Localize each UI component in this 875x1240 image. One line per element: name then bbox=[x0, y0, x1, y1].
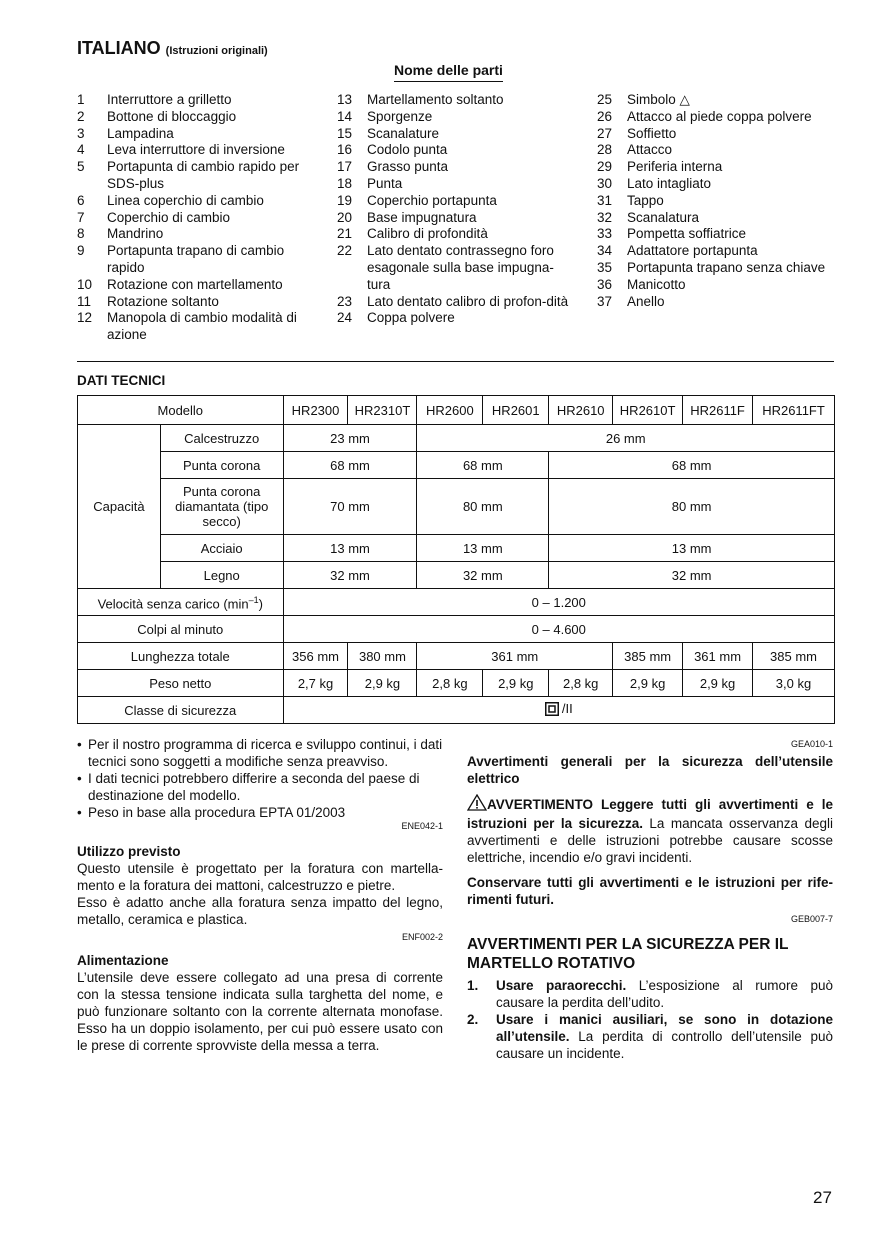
warning-paragraph: AVVERTIMENTO Leggere tutti gli avvertimenti e le istruzioni per la sicurezza. La mancata osservanza degli avvertimenti e delle istruzioni potrebbe causare scosse elettriche, incendio e/o gravi incidenti. bbox=[467, 794, 833, 866]
row-label: Velocità senza carico $(\min^{-1})$ bbox=[78, 589, 284, 616]
part-name: Attacco al piede coppa polvere bbox=[627, 108, 812, 124]
safety-list bbox=[467, 977, 833, 1062]
value-cell: /II bbox=[283, 697, 834, 724]
value-cell: 2,9 kg bbox=[613, 670, 683, 697]
part-item bbox=[77, 277, 317, 294]
part-name: Lato intagliato bbox=[627, 175, 712, 191]
part-number: 26 bbox=[597, 108, 613, 124]
part-name: Manicotto bbox=[627, 276, 686, 292]
part-name: Soffietto bbox=[627, 125, 677, 141]
punta-corona-row bbox=[78, 452, 835, 479]
page-number: 27 bbox=[813, 1188, 832, 1207]
part-name: Coppa polvere bbox=[367, 310, 455, 326]
part-number: 23 bbox=[337, 293, 353, 309]
value-cell: 2,9 kg bbox=[683, 670, 753, 697]
model-cell: HR2611FT bbox=[753, 396, 835, 425]
value-cell: 13 mm bbox=[283, 535, 417, 562]
part-item bbox=[337, 159, 577, 176]
alimentazione-paragraph: L’utensile deve essere collegato ad una presa di corrente con la stessa tensione indicata sulla targhetta del nome, e può funzionare soltanto con la corrente alternata monofase. Esso ha un doppio isolamento, per cui può essere usato con le prese di corrente sprovviste della messa a terra. bbox=[77, 970, 443, 1053]
reference-code: GEA010-1 bbox=[790, 739, 833, 749]
part-item bbox=[337, 126, 577, 143]
legno-row bbox=[78, 562, 835, 589]
acciaio-row bbox=[78, 535, 835, 562]
reference-code: ENE042-1 bbox=[401, 821, 443, 831]
value-cell: 13 mm bbox=[417, 535, 549, 562]
part-item bbox=[597, 260, 837, 277]
general-warnings-title: Avvertimenti generali per la sicurezza dell’utensile elettrico bbox=[467, 754, 833, 786]
part-item bbox=[77, 310, 317, 344]
part-item bbox=[337, 294, 577, 311]
part-item bbox=[597, 294, 837, 311]
model-cell: HR2310T bbox=[348, 396, 417, 425]
row-label: Punta corona diamantata (tipo secco) bbox=[160, 479, 283, 535]
part-number: 11 bbox=[77, 293, 92, 309]
value-cell: 2,9 kg bbox=[348, 670, 417, 697]
part-item bbox=[337, 176, 577, 193]
part-item bbox=[77, 193, 317, 210]
part-number: 37 bbox=[597, 293, 613, 309]
part-name: Rotazione soltanto bbox=[107, 293, 219, 309]
part-number: 10 bbox=[77, 276, 93, 292]
value-cell: 32 mm bbox=[283, 562, 417, 589]
part-number: 7 bbox=[77, 209, 85, 225]
safety-item: 2. Usare i manici ausiliari, se sono in dotazione all’utensile. La perdita di controllo dell’utensile può causare un incidente. bbox=[467, 1012, 833, 1061]
value-cell: 32 mm bbox=[417, 562, 549, 589]
part-name: Lampadina bbox=[107, 125, 174, 141]
part-name: Martellamento soltanto bbox=[367, 92, 504, 107]
safety-column bbox=[467, 736, 833, 1062]
part-item bbox=[77, 142, 317, 159]
value-cell: 70 mm bbox=[283, 479, 417, 535]
part-number: 21 bbox=[337, 226, 353, 242]
part-number: 15 bbox=[337, 125, 353, 141]
row-label: Classe di sicurezza bbox=[78, 697, 284, 724]
part-number: 14 bbox=[337, 108, 353, 124]
peso-row bbox=[78, 670, 835, 697]
part-name: Bottone di bloccaggio bbox=[107, 108, 237, 124]
specs-table bbox=[77, 395, 835, 724]
part-number: 5 bbox=[77, 159, 85, 175]
part-number: 32 bbox=[597, 209, 613, 225]
part-number: 24 bbox=[337, 310, 353, 326]
part-name: Coperchio portapunta bbox=[367, 192, 497, 208]
part-number: 19 bbox=[337, 192, 353, 208]
value-cell: 385 mm bbox=[753, 643, 835, 670]
part-item bbox=[337, 226, 577, 243]
safety-item: 1. Usare paraorecchi. L’esposizione al rumore può causare la perdita dell’udito. bbox=[467, 978, 833, 1010]
velocita-row bbox=[78, 589, 835, 616]
note-item: • Per il nostro programma di ricerca e sviluppo continui, i dati tecnici sono soggetti a modifiche senza preavviso. bbox=[77, 736, 443, 770]
value-cell: 0 – 4.600 bbox=[283, 616, 834, 643]
model-cell: HR2600 bbox=[417, 396, 483, 425]
row-label: Punta corona bbox=[160, 452, 283, 479]
row-label: Acciaio bbox=[160, 535, 283, 562]
part-item bbox=[597, 176, 837, 193]
part-name: Codolo punta bbox=[367, 142, 448, 158]
specs-title: DATI TECNICI bbox=[77, 373, 166, 388]
uso-title: Utilizzo previsto bbox=[77, 844, 181, 859]
row-label: Colpi al minuto bbox=[78, 616, 284, 643]
part-number: 2 bbox=[77, 108, 85, 124]
part-number: 31 bbox=[597, 192, 613, 208]
model-label: Modello bbox=[78, 396, 284, 425]
value-cell: 68 mm bbox=[549, 452, 835, 479]
part-name: Lato dentato contrassegno foro esagonale sulla base impugna-tura bbox=[367, 243, 554, 292]
reference-code: ENF002-2 bbox=[401, 932, 443, 942]
part-number: 35 bbox=[597, 259, 613, 275]
calcestruzzo-row bbox=[78, 425, 835, 452]
model-row bbox=[78, 396, 835, 425]
part-name: Portapunta trapano di cambio rapido bbox=[107, 243, 285, 275]
value-cell: 13 mm bbox=[549, 535, 835, 562]
value-cell: 80 mm bbox=[417, 479, 549, 535]
part-item bbox=[337, 142, 577, 159]
keep-warnings-note: Conservare tutti gli avvertimenti e le istruzioni per rife-rimenti futuri. bbox=[467, 875, 833, 907]
part-item bbox=[597, 210, 837, 227]
part-item bbox=[77, 159, 317, 193]
double-insulation-icon bbox=[545, 702, 559, 719]
spec-notes bbox=[77, 736, 443, 821]
part-number: 28 bbox=[597, 142, 613, 158]
part-name: Portapunta trapano senza chiave bbox=[627, 259, 826, 275]
part-name: Simbolo △ bbox=[627, 92, 690, 107]
part-number: 17 bbox=[337, 159, 353, 175]
part-number: 27 bbox=[597, 125, 613, 141]
classe-row bbox=[78, 697, 835, 724]
part-item bbox=[337, 243, 577, 293]
part-item bbox=[77, 109, 317, 126]
part-item bbox=[337, 109, 577, 126]
uso-paragraph: Questo utensile è progettato per la foratura con martella-mento e la foratura dei mattoni, calcestruzzo e pietre. bbox=[77, 861, 443, 893]
value-cell: 356 mm bbox=[283, 643, 348, 670]
part-name: Coperchio di cambio bbox=[107, 209, 231, 225]
part-number: 25 bbox=[597, 92, 613, 107]
part-item bbox=[77, 226, 317, 243]
model-cell: HR2300 bbox=[283, 396, 348, 425]
part-number: 13 bbox=[337, 92, 353, 107]
value-cell: 361 mm bbox=[417, 643, 613, 670]
row-label: Legno bbox=[160, 562, 283, 589]
part-name: Calibro di profondità bbox=[367, 226, 488, 242]
model-cell: HR2610 bbox=[549, 396, 613, 425]
part-name: Periferia interna bbox=[627, 159, 723, 175]
part-number: 36 bbox=[597, 276, 613, 292]
part-number: 6 bbox=[77, 192, 85, 208]
part-name: Scanalatura bbox=[627, 209, 700, 225]
rotary-hammer-safety-title: AVVERTIMENTI PER LA SICUREZZA PER IL MARTELLO ROTATIVO bbox=[467, 936, 789, 972]
value-cell: 68 mm bbox=[417, 452, 549, 479]
value-cell: 385 mm bbox=[613, 643, 683, 670]
part-name: Grasso punta bbox=[367, 159, 449, 175]
part-item bbox=[337, 210, 577, 227]
part-item bbox=[597, 126, 837, 143]
value-cell: 26 mm bbox=[417, 425, 835, 452]
note-item: • Peso in base alla procedura EPTA 01/2003 bbox=[77, 804, 443, 821]
part-item bbox=[77, 126, 317, 143]
part-name: Rotazione con martellamento bbox=[107, 276, 283, 292]
notes-column bbox=[77, 736, 443, 1054]
value-cell: 380 mm bbox=[348, 643, 417, 670]
note-item: • I dati tecnici potrebbero differire a seconda del paese di destinazione del modello. bbox=[77, 770, 443, 804]
part-name: Sporgenze bbox=[367, 108, 433, 124]
part-number: 33 bbox=[597, 226, 613, 242]
part-number: 34 bbox=[597, 243, 613, 259]
lunghezza-row bbox=[78, 643, 835, 670]
parts-column-1 bbox=[77, 92, 317, 344]
capacity-label: Capacità bbox=[78, 425, 161, 589]
language-heading: ITALIANO (Istruzioni originali) bbox=[77, 38, 268, 58]
part-name: Interruttore a grilletto bbox=[107, 92, 232, 107]
model-cell: HR2610T bbox=[613, 396, 683, 425]
part-name: Base impugnatura bbox=[367, 209, 477, 225]
uso-paragraph: Esso è adatto anche alla foratura senza impatto del legno, metallo, ceramica e plastica. bbox=[77, 895, 443, 927]
model-cell: HR2611F bbox=[683, 396, 753, 425]
row-label: Calcestruzzo bbox=[160, 425, 283, 452]
alimentazione-title: Alimentazione bbox=[77, 953, 169, 968]
part-number: 9 bbox=[77, 243, 85, 259]
part-number: 22 bbox=[337, 243, 353, 259]
value-cell: 0 – 1.200 bbox=[283, 589, 834, 616]
value-cell: 361 mm bbox=[683, 643, 753, 670]
part-item bbox=[597, 142, 837, 159]
part-item bbox=[337, 92, 577, 109]
part-item bbox=[337, 193, 577, 210]
parts-title: Nome delle parti bbox=[394, 62, 503, 82]
part-item bbox=[597, 109, 837, 126]
part-item bbox=[337, 310, 577, 327]
part-number: 3 bbox=[77, 125, 85, 141]
part-name: Punta bbox=[367, 175, 403, 191]
part-item bbox=[77, 294, 317, 311]
value-cell: 80 mm bbox=[549, 479, 835, 535]
parts-column-2 bbox=[337, 92, 577, 327]
part-number: 30 bbox=[597, 175, 613, 191]
value-cell: 23 mm bbox=[283, 425, 417, 452]
row-label: Lunghezza totale bbox=[78, 643, 284, 670]
part-name: Portapunta di cambio rapido per SDS-plus bbox=[107, 159, 300, 191]
part-name: Lato dentato calibro di profon-dità bbox=[367, 293, 569, 309]
reference-code: GEB007-7 bbox=[790, 914, 833, 924]
language-subtitle: (Istruzioni originali) bbox=[165, 45, 268, 57]
part-item bbox=[597, 193, 837, 210]
part-item bbox=[77, 92, 317, 109]
part-number: 1 bbox=[77, 92, 85, 107]
part-name: Leva interruttore di inversione bbox=[107, 142, 285, 158]
part-name: Scanalature bbox=[367, 125, 440, 141]
parts-column-3 bbox=[597, 92, 837, 310]
part-name: Adattatore portapunta bbox=[627, 243, 758, 259]
section-divider bbox=[77, 361, 834, 362]
part-item bbox=[597, 92, 837, 109]
value-cell: 32 mm bbox=[549, 562, 835, 589]
colpi-row bbox=[78, 616, 835, 643]
model-cell: HR2601 bbox=[483, 396, 549, 425]
part-item bbox=[597, 226, 837, 243]
part-name: Anello bbox=[627, 293, 665, 309]
part-name: Tappo bbox=[627, 192, 664, 208]
value-cell: 2,8 kg bbox=[549, 670, 613, 697]
part-name: Mandrino bbox=[107, 226, 164, 242]
part-item bbox=[597, 243, 837, 260]
warning-triangle-icon bbox=[467, 794, 487, 815]
punta-diamantata-row bbox=[78, 479, 835, 535]
value-cell: 2,8 kg bbox=[417, 670, 483, 697]
value-cell: 2,9 kg bbox=[483, 670, 549, 697]
part-name: Pompetta soffiatrice bbox=[627, 226, 747, 242]
part-number: 12 bbox=[77, 310, 93, 326]
part-item bbox=[77, 243, 317, 277]
part-number: 4 bbox=[77, 142, 85, 158]
part-name: Attacco bbox=[627, 142, 673, 158]
part-number: 29 bbox=[597, 159, 613, 175]
part-number: 8 bbox=[77, 226, 85, 242]
part-name: Linea coperchio di cambio bbox=[107, 192, 264, 208]
part-item bbox=[77, 210, 317, 227]
row-label: Peso netto bbox=[78, 670, 284, 697]
part-number: 18 bbox=[337, 175, 353, 191]
part-number: 20 bbox=[337, 209, 353, 225]
value-cell: 2,7 kg bbox=[283, 670, 348, 697]
part-item bbox=[597, 277, 837, 294]
value-cell: 3,0 kg bbox=[753, 670, 835, 697]
part-name: Manopola di cambio modalità di azione bbox=[107, 310, 297, 343]
part-number: 16 bbox=[337, 142, 353, 158]
part-item bbox=[597, 159, 837, 176]
value-cell: 68 mm bbox=[283, 452, 417, 479]
